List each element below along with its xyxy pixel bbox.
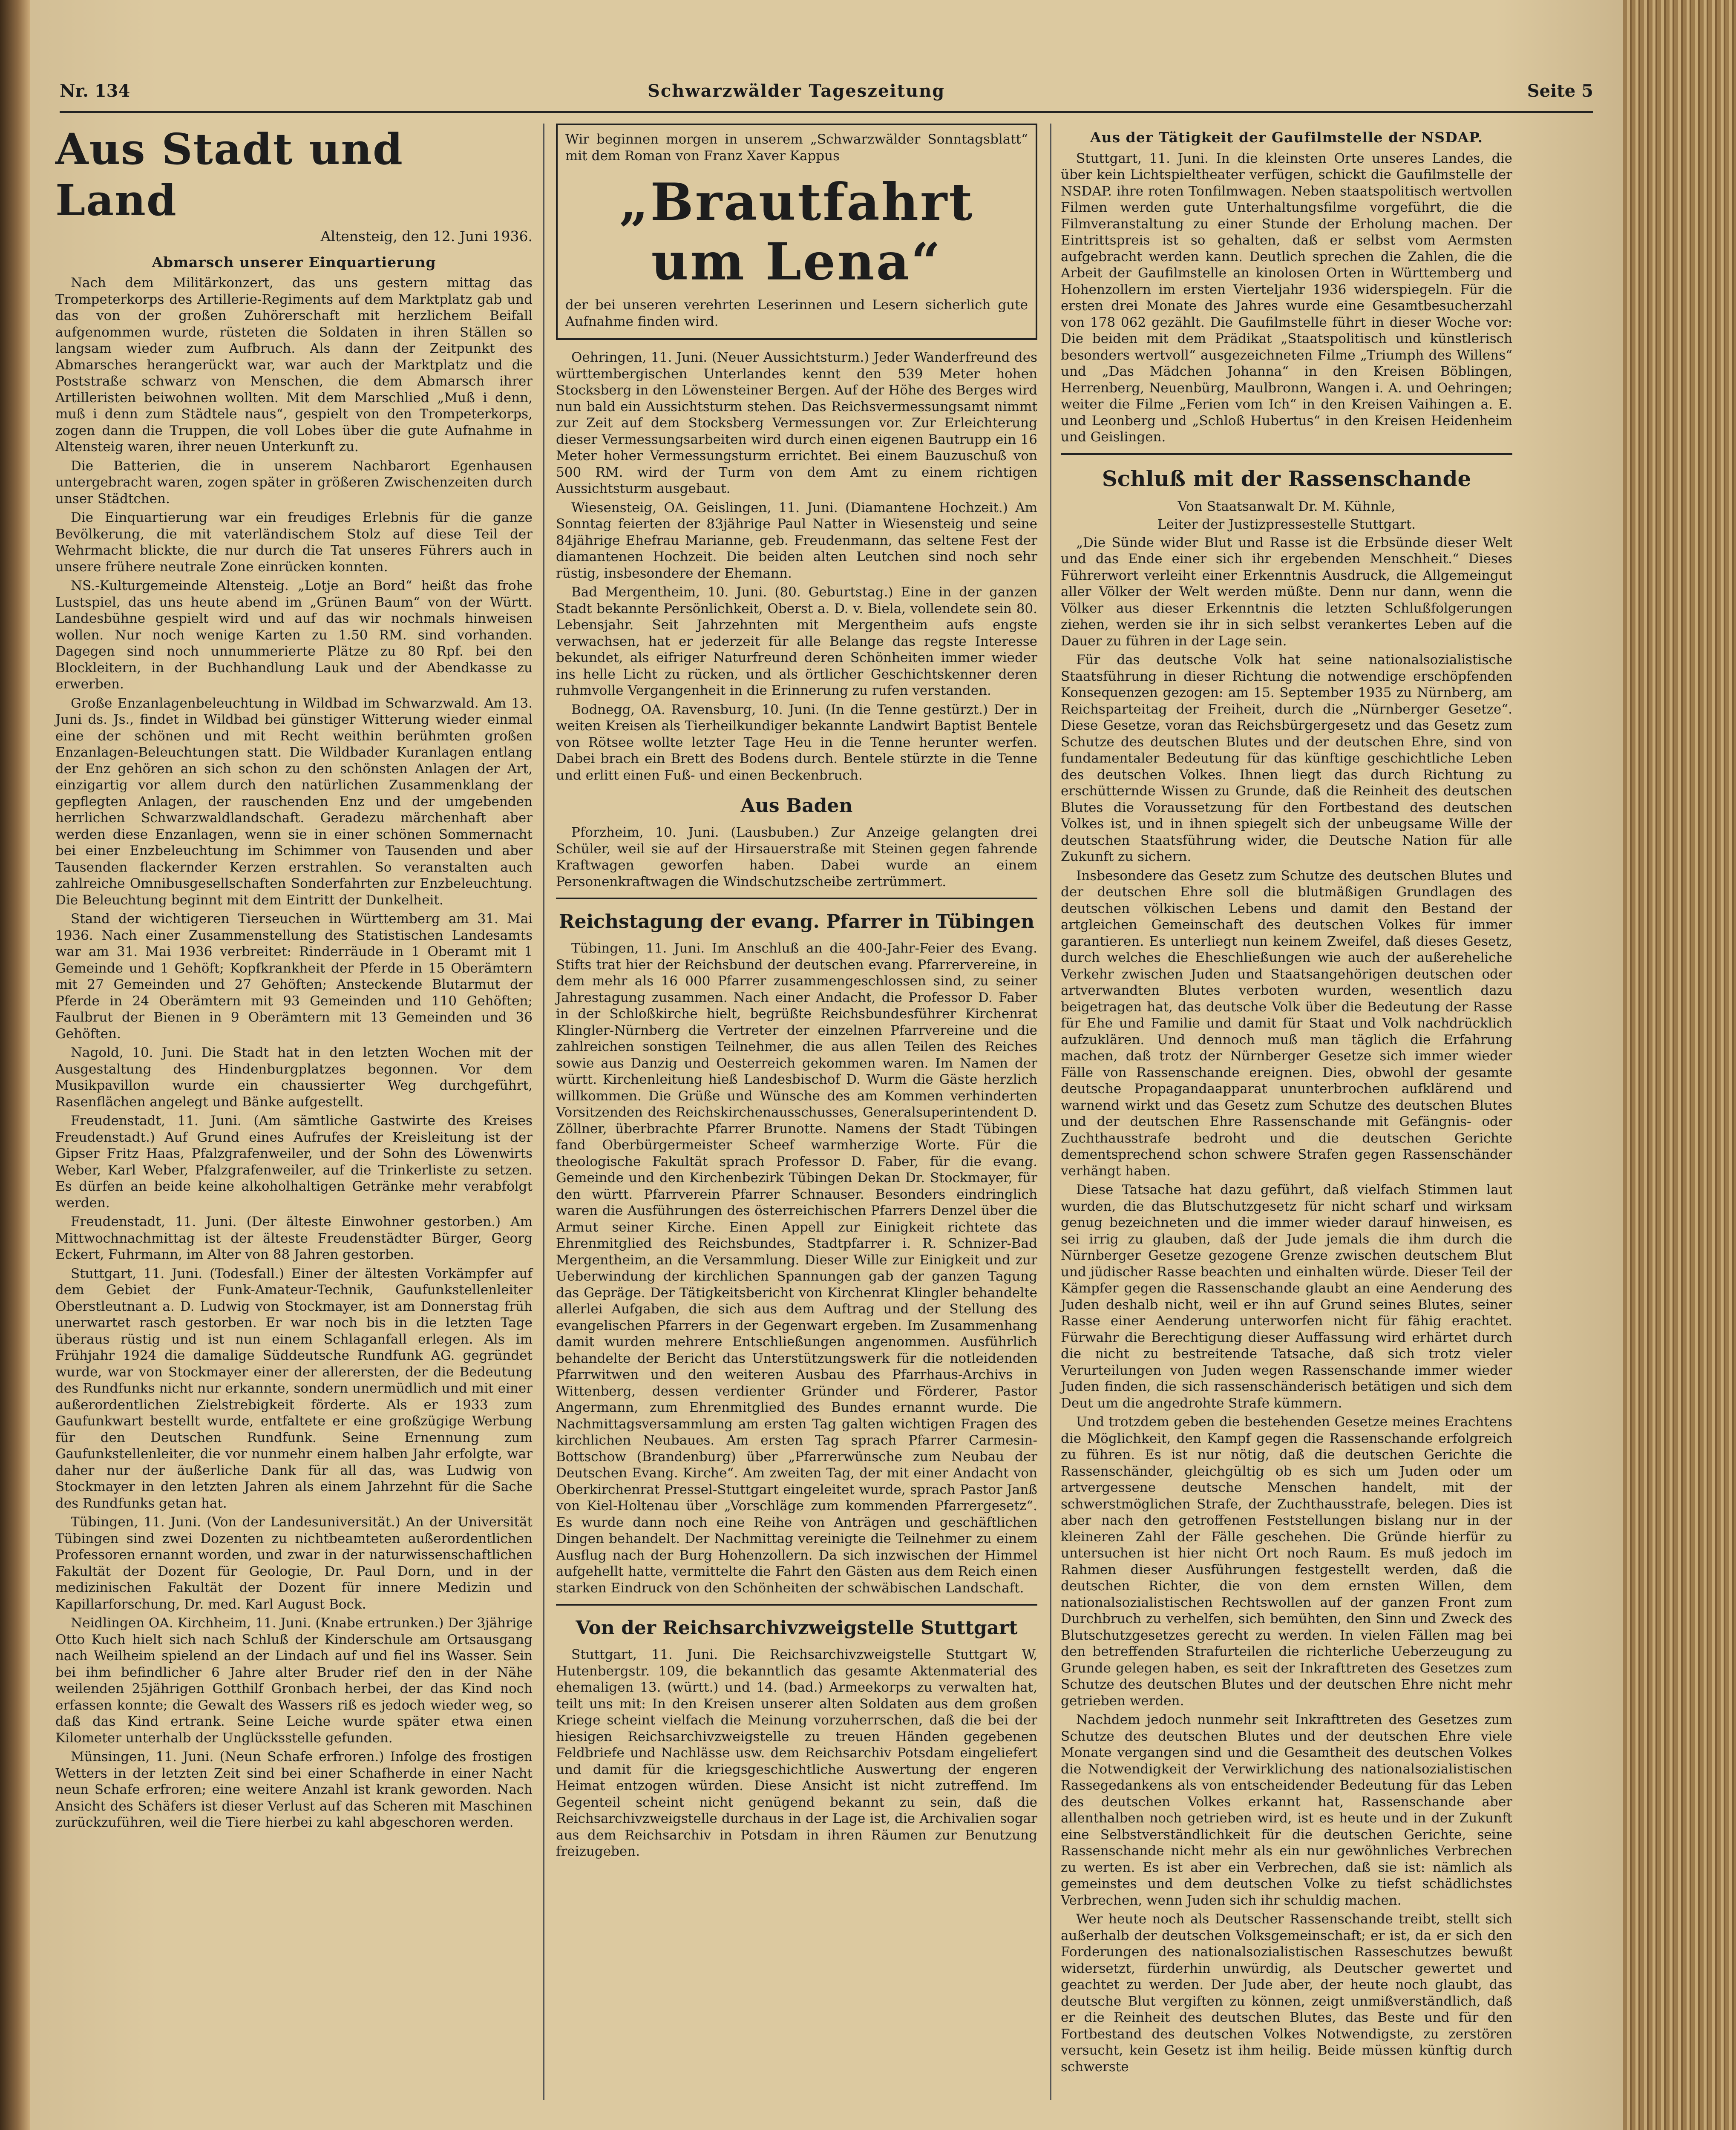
news-item: Wiesensteig, OA. Geislingen, 11. Juni. (Diamantene Hochzeit.) Am Sonntag feierten der 83jährige Paul Natter in Wiesensteig und seine 84jährige Ehefrau Marianne, geb. Freudenmann, das seltene Fest der diamantenen Hochzeit. Die beiden alten Leutchen sind noch sehr rüstig, insbesondere der Ehemann. (556, 500, 1037, 581)
news-item: Tübingen, 11. Juni. (Von der Landesuniversität.) An der Universität Tübingen sind zwei Dozenten zu nichtbeamteten außerordentlichen Professoren ernannt worden, und zwar in der naturwissenschaftlichen Fakultät der Dozent für Geologie, Dr. Paul Dorn, und in der medizinischen Fakultät der Dozent für innere Medizin und Kapillarforschung, Dr. med. Karl August Bock. (55, 1514, 533, 1612)
news-item: Stand der wichtigeren Tierseuchen in Württemberg am 31. Mai 1936. Nach einer Zusammenstellung des Statistischen Landesamts war am 31. Mai 1936 verbreitet: Rinderräude in 1 Oberamt mit 1 Gemeinde und 1 Gehöft; Kopfkrankheit der Pferde in 15 Oberämtern mit 27 Gemeinden und 27 Gehöften; Ansteckende Blutarmut der Pferde in 24 Oberämtern mit 93 Gemeinden und 110 Gehöften; Faulbrut der Bienen in 9 Oberämtern mit 13 Gemeinden und 36 Gehöften. (55, 911, 533, 1042)
announcement-outro: der bei unseren verehrten Leserinnen und Lesern sicherlich gute Aufnahme finden wird. (565, 297, 1028, 329)
news-item: Pforzheim, 10. Juni. (Lausbuben.) Zur Anzeige gelangten drei Schüler, weil sie auf der Hirsauerstraße mit Steinen gegen fahrende Kraftwagen geworfen haben. Dabei wurde an einem Personenkraftwagen die Windschutzscheibe zertrümmert. (556, 825, 1037, 889)
article-heading: Abmarsch unserer Einquartierung (152, 253, 436, 271)
article-paragraph: Und trotzdem geben die bestehenden Gesetze meines Erachtens die Möglichkeit, den Kampf gegen die Rassenschande erfolgreich zu führen. Es ist nur nötig, daß die deutschen Gerichte die Rassenschänder, gleichgültig ob es sich um Juden oder um artvergessene deutsche Menschen handelt, mit der schwerstmöglichen Strafe, der Zuchthausstrafe, belegen. Dies ist aber nach den getroffenen Feststellungen bislang nur in der kleineren Zahl der Fälle geschehen. Die Gründe hierfür zu untersuchen ist hier nicht Ort noch Raum. Es muß jedoch im Rahmen dieser Ausführungen festgestellt werden, daß die deutschen Richter, die von dem ernsten Willen, dem nationalsozialistischen Rechtswollen auf der ganzen Front zum Durchbruch zu verhelfen, sich bemühten, den Sinn und Zweck des Blutschutzgesetzes gerecht zu werden. In vielen Fällen mag bei den betreffenden Strafurteilen die richterliche Ueberzeugung zu Grunde gelegen haben, es seit der Inkrafttreten des Gesetzes zum Schutze des deutschen Blutes und der deutschen Ehre nicht mehr getrieben werden. (1061, 1414, 1512, 1709)
separator (556, 898, 1037, 899)
article-paragraph: Tübingen, 11. Juni. Im Anschluß an die 400-Jahr-Feier des Evang. Stifts trat hier der Reichsbund der deutschen evang. Pfarrervereine, in dem mehr als 16 000 Pfarrer zusammengeschlossen sind, zu seiner Jahrestagung zusammen. Nach einer Andacht, die Professor D. Faber in der Schloßkirche hielt, begrüßte Reichsbundesführer Kirchenrat Klingler-Nürnberg die Vertreter der einzelnen Pfarrvereine und die zahlreichen sonstigen Teilnehmer, die aus allen Teilen des Reiches sowie aus Danzig und Oesterreich gekommen waren. Im Namen der württ. Kirchenleitung hieß Landesbischof D. Wurm die Gäste herzlich willkommen. Die Grüße und Wünsche des am Kommen verhinderten Vorsitzenden des Reichskirchenausschusses, Generalsuperintendent D. Zöllner, überbrachte Pfarrer Brunotte. Namens der Stadt Tübingen fand Oberbürgermeister Scheef warmherzige Worte. Für die theologische Fakultät sprach Professor D. Faber, für die evang. Gemeinde und den Kirchenbezirk Tübingen Dekan Dr. Stockmayer, für den württ. Pfarrverein Pfarrer Schnauser. Besonders eindringlich waren die Ausführungen des österreichischen Pfarrers Denzel über die Armut seiner Kirche. Einen Appell zur Einigkeit richtete das Ehrenmitglied des Reichsbundes, Stadtpfarrer i. R. Schnizer-Bad Mergentheim, an die Versammlung. Dieser Wille zur Einigkeit und zur Ueberwindung der kirchlichen Spannungen gab der ganzen Tagung das Gepräge. Der Tätigkeitsbericht von Kirchenrat Klingler behandelte allerlei Aufgaben, die sich aus dem Auftrag und der Stellung des evangelischen Pfarrers in der Gegenwart ergeben. Im Zusammenhang damit wurden mehrere Entschließungen angenommen. Ausführlich behandelte der Bericht das Unterstützungswerk für die notleidenden Pfarrwitwen und den weiteren Ausbau des Pfarrhaus-Archivs in Wittenberg, dessen verdienter Gründer und Förderer, Pastor Angermann, zum Ehrenmitglied des Bundes ernannt wurde. Die Nachmittagsversammlung am ersten Tag galten wichtigen Fragen des kirchlichen Neubaues. Am ersten Tag sprach Pfarrer Carmesin-Bottschow (Brandenburg) über „Pfarrerwünsche zum Neubau der Deutschen Evang. Kirche“. Am zweiten Tag, der mit einer Andacht von Oberkirchenrat Pressel-Stuttgart eingeleitet wurde, sprach Pastor Janß von Kiel-Holtenau über „Vorschläge zum kommenden Pfarrergesetz“. Es wurde dann noch eine Reihe von Anträgen und geschäftlichen Dingen behandelt. Der Nachmittag vereinigte die Teilnehmer zu einem Ausflug nach der Burg Hohenzollern. Da sich inzwischen der Himmel aufgehellt hatte, vermittelte die Fahrt den Gästen aus dem Reich einen starken Eindruck von den Schönheiten der schwäbischen Landschaft. (556, 941, 1037, 1596)
book-spine-left (0, 0, 30, 2130)
column-3 (1061, 124, 1512, 2078)
section-title: Aus Stadt und Land (55, 124, 403, 225)
news-item: Münsingen, 11. Juni. (Neun Schafe erfroren.) Infolge des frostigen Wetters in der letzten Zeit sind bei einer Schafherde in einer Nacht neun Schafe erfroren; eine weitere Anzahl ist krank geworden. Nach Ansicht des Schäfers ist dieser Verlust auf das Scheren mit Maschinen zurückzuführen, weil die Tiere hierbei zu kahl abgeschoren werden. (55, 1749, 533, 1830)
article-paragraph: „Die Sünde wider Blut und Rasse ist die Erbsünde dieser Welt und das Ende einer sich ihr ergebenden Menschheit.“ Dieses Führerwort verleiht einer Erkenntnis Ausdruck, die Allgemeingut aller Völker der Welt werden müßte. Denn nur dann, wenn die Völker aus dieser Erkenntnis die letzten Schlußfolgerungen ziehen, werden sie ihr in sich selbst verankertes Leben auf die Dauer zu führen in der Lage sein. (1061, 535, 1512, 649)
article-paragraph: Für das deutsche Volk hat seine nationalsozialistische Staatsführung in dieser Richtung die notwendige erschöpfenden Konsequenzen gezogen: am 15. September 1935 zu Nürnberg, am Reichsparteitag der Freiheit, durch die „Nürnberger Gesetze“. Diese Gesetze, voran das Reichsbürgergesetz und das Gesetz zum Schutze des deutschen Blutes und der deutschen Ehre, sind von fundamentaler Bedeutung für das künftige geschichtliche Leben des deutschen Volkes. Ihnen liegt das durch Richtung zu erschütternde Wissen zu Grunde, daß die Reinheit des deutschen Blutes die Voraussetzung für den Fortbestand des deutschen Volkes ist, und in ihnen spiegelt sich der unbeugsame Wille der deutschen Staatsführung wider, die Deutsche Nation für alle Zukunft zu sichern. (1061, 652, 1512, 864)
article-paragraph: Insbesondere das Gesetz zum Schutze des deutschen Blutes und der deutschen Ehre soll die blutmäßigen Grundlagen des deutschen völkischen Lebens und damit den Bestand der artgleichen Gemeinschaft des deutschen Volkes für immer garantieren. Es unterliegt nun keinem Zweifel, daß dieses Gesetz, durch welches die Eheschließungen wie auch der außereheliche Verkehr zwischen Juden und Staatsangehörigen deutschen oder artverwandten Blutes verboten wurden, wesentlich dazu beigetragen hat, das deutsche Volk über die Bedeutung der Rasse für Ehe und Familie und damit für Staat und Volk nachdrücklich aufzuklären. Und dennoch muß man täglich die Erfahrung machen, daß trotz der Nürnberger Gesetze sich immer wieder Fälle von Rassenschande ereignen. Dies, obwohl der gesamte deutsche Propagandaapparat ununterbrochen aufklärend und warnend wirkt und das Gesetz zum Schutze des deutschen Blutes und der deutschen Ehre Rassenschande mit Gefängnis- oder Zuchthausstrafe bedroht und die deutschen Gerichte dementsprechend schon schwere Strafen gegen Rassenschänder verhängt haben. (1061, 868, 1512, 1179)
article-paragraph: Stuttgart, 11. Juni. In die kleinsten Orte unseres Landes, die über kein Lichtspieltheater verfügen, schickt die Gaufilmstelle der NSDAP. ihre roten Tonfilmwagen. Neben staatspolitisch wertvollen Filmen werden gute Unterhaltungsfilme vorgeführt, die die Filmveranstaltung zu einer Stunde der Erholung machen. Der Eintrittspreis ist so gehalten, daß er selbst vom Aermsten aufgebracht werden kann. Deutlich sprechen die Zahlen, die die Arbeit der Gaufilmstelle an kinolosen Orten in Württemberg und Hohenzollern im ersten Vierteljahr 1936 widerspiegeln. Für die ersten drei Monate des Jahres wurde eine Gesamtbesucherzahl von 178 062 gezählt. Die Gaufilmstelle führt in dieser Woche vor: Die beiden mit dem Prädikat „Staatspolitisch und künstlerisch besonders wertvoll“ ausgezeichneten Filme „Triumph des Willens“ und „Das Mädchen Johanna“ in den Kreisen Böblingen, Herrenberg, Neuenbürg, Maulbronn, Wangen i. A. und Oehringen; weiter die Filme „Ferien vom Ich“ in den Kreisen Vaihingen a. E. und Leonberg und „Schloß Hubertus“ in den Kreisen Heidenheim und Geislingen. (1061, 150, 1512, 445)
article-paragraph: Stuttgart, 11. Juni. Die Reichsarchivzweigstelle Stuttgart W, Hutenbergstr. 109, die bekanntlich das gesamte Aktenmaterial des ehemaligen 13. (württ.) und 14. (bad.) Armeekorps zu verwalten hat, teilt uns mit: In den Kreisen unserer alten Soldaten aus dem großen Kriege scheint vielfach die Meinung vorzuherrschen, daß die bei der hiesigen Reichsarchivzweigstelle zu treuen Händen gegebenen Feldbriefe und Nachlässe usw. dem Reichsarchiv Potsdam eingeliefert und damit für die kriegsgeschichtliche Auswertung der engeren Heimat entzogen würden. Diese Ansicht ist nicht zutreffend. Im Gegenteil scheint nicht genügend bekannt zu sein, daß die Reichsarchivzweigstelle durchaus in der Lage ist, die Archivalien sogar aus dem Reichsarchiv in Potsdam in ihren Räumen zur Benutzung freizugeben. (556, 1647, 1037, 1859)
news-item: Nagold, 10. Juni. Die Stadt hat in den letzten Wochen mit der Ausgestaltung des Hindenburgplatzes begonnen. Vor dem Musikpavillon wurde ein chaussierter Weg durchgeführt, Rasenflächen angelegt und Bänke aufgestellt. (55, 1045, 533, 1110)
issue-number: Nr. 134 (60, 81, 130, 101)
news-item: Oehringen, 11. Juni. (Neuer Aussichtsturm.) Jeder Wanderfreund des württembergischen Unterlandes kennt den 539 Meter hohen Stocksberg in den Löwensteiner Bergen. Auf der Höhe des Berges wird nun bald ein Aussichtsturm stehen. Das Reichsvermessungsamt nimmt zur Zeit auf dem Stocksberg Vermessungen vor. Zur Erleichterung dieser Vermessungsarbeiten wird durch einen eigenen Bautrupp ein 16 Meter hoher Vermessungsturm errichtet. Bei einem Bauzuschuß von 500 RM. wird der Turm von dem Amt zu einem richtigen Aussichtsturm ausgebaut. (556, 350, 1037, 496)
article-heading-archiv: Von der Reichsarchivzweigstelle Stuttgart (576, 1617, 1018, 1639)
separator (1061, 453, 1512, 455)
article-paragraph: Diese Tatsache hat dazu geführt, daß vielfach Stimmen laut wurden, die das Blutschutzgesetz für nicht scharf und wirksam genug bezeichneten und die immer wieder darauf hinweisen, es sei irrig zu glauben, daß der Jude jemals die ihm durch die Nürnberger Gesetze gezogene Grenze zwischen deutschem Blut und jüdischer Rasse beachten und einhalten würde. Dieser Teil der Kämpfer gegen die Rassenschande glaubt an eine Aenderung des Juden deshalb nicht, weil er ihn auf Grund seines Blutes, seiner Rasse einer Aenderung unterworfen nicht für fähig erachtet. Fürwahr die Berechtigung dieser Auffassung wird erhärtet durch die nicht zu bestreitende Tatsache, daß sich trotz vieler Verurteilungen von Juden wegen Rassenschande immer wieder Juden finden, die sich rassenschänderisch betätigen und sich dem Deut um die angedrohte Strafe kümmern. (1061, 1182, 1512, 1411)
section-heading-baden: Aus Baden (740, 795, 853, 817)
news-item: Stuttgart, 11. Juni. (Todesfall.) Einer der ältesten Vorkämpfer auf dem Gebiet der Funk-Amateur-Technik, Gaufunkstellenleiter Oberstleutnant a. D. Ludwig von Stockmayer, ist am Donnerstag früh unerwartet rasch gestorben. Er war noch bis in die letzten Tage überaus rüstig und ist nun einem Schlaganfall erlegen. Als im Frühjahr 1924 die damalige Süddeutsche Rundfunk AG. gegründet wurde, war von Stockmayer einer der allerersten, der die Bedeutung des Rundfunks nicht nur erkannte, sondern unermüdlich und mit einer außerordentlichen Zielstrebigkeit förderte. Als er 1933 zum Gaufunkwart bestellt wurde, entfaltete er eine großzügige Werbung für den Deutschen Rundfunk. Seine Ernennung zum Gaufunkstellenleiter, die vor nunmehr einem halben Jahr erfolgte, war daher nur der äußerliche Dank für all das, was Ludwig von Stockmayer in den letzten Jahren als einem Jahrzehnt für die Sache des Rundfunks getan hat. (55, 1266, 533, 1511)
news-item: Freudenstadt, 11. Juni. (Der älteste Einwohner gestorben.) Am Mittwochnachmittag ist der älteste Freudenstädter Bürger, Georg Eckert, Fuhrmann, im Alter von 88 Jahren gestorben. (55, 1214, 533, 1262)
column-rule-2 (1050, 124, 1051, 2100)
novel-title: „Brautfahrt um Lena“ (619, 172, 974, 292)
article-paragraph: Die Batterien, die in unserem Nachbarort Egenhausen untergebracht waren, zogen später in größeren Zwischenzeiten durch unser Städtchen. (55, 458, 533, 507)
page-number: Seite 5 (1527, 81, 1593, 101)
article-paragraph: Nachdem jedoch nunmehr seit Inkrafttreten des Gesetzes zum Schutze des deutschen Blutes und der deutschen Ehre viele Monate vergangen sind und die Gesamtheit des deutschen Volkes die Notwendigkeit der Verwirklichung des nationalsozialistischen Rassegedankens als von entscheidender Bedeutung für das Leben des deutschen Volkes erkannt hat, Rassenschande aber allenthalben noch getrieben wird, ist es heute und in der Zukunft eine Selbstverständlichkeit für die deutschen Gerichte, seine Rassenschande nicht mehr als ein nur gewöhnliches Verbrechen zu werten. Es ist aber ein Verbrechen, daß sie ist: nämlich als gemeinstes und dem deutschen Volke zu tiefst schädlichstes Verbrechen, wenn Juden sich ihr schuldig machen. (1061, 1712, 1512, 1908)
paper-name: Schwarzwälder Tageszeitung (648, 81, 945, 101)
separator (556, 1604, 1037, 1606)
newspaper-page (30, 0, 1623, 2130)
novel-announcement-box (556, 124, 1037, 340)
article-paragraph: Wer heute noch als Deutscher Rassenschande treibt, stellt sich außerhalb der deutschen Volksgemeinschaft; er ist, da er sich den Forderungen des nationalsozialistischen Rasseschutzes bewußt widersetzt, fürderhin unwürdig, als Deutscher gewertet und geachtet zu werden. Der Jude aber, der heute noch glaubt, das deutsche Blut vergiften zu können, zeigt unmißverständlich, daß er die Reinheit des deutschen Blutes, das Beste und für den Fortbestand des deutschen Volkes Notwendigste, zu zerstören versucht, kein Gesetz ist ihm heilig. Beide müssen künftig durch schwerste (1061, 1911, 1512, 2075)
column-1 (55, 124, 533, 1834)
main-article-heading: Schluß mit der Rassenschande (1102, 466, 1471, 491)
article-paragraph: Nach dem Militärkonzert, das uns gestern mittag das Trompeterkorps des Artillerie-Regiments auf dem Marktplatz gab und das von der großen Zuhörerschaft mit herzlichem Beifall aufgenommen wurde, rüsteten die Soldaten in ihren Ställen so langsam wieder zum Aufbruch. Als dann der Zeitpunkt des Abmarsches herangerückt war, war auch der Marktplatz und die Poststraße schwarz von Menschen, die dem Abmarsch ihrer Artilleristen beiwohnen wollten. Mit dem Marschlied „Muß i denn, muß i denn zum Städtele naus“, gespielt von den Trompeterkorps, zogen dann die Truppen, die voll Lobes über die gute Aufnahme in Altensteig waren, ihrer neuen Unterkunft zu. (55, 275, 533, 455)
book-binding-right (1623, 0, 1736, 2130)
news-item: NS.-Kulturgemeinde Altensteig. „Lotje an Bord“ heißt das frohe Lustspiel, das uns heute abend im „Grünen Baum“ von der Württ. Landesbühne gespielt wird und auf das wir nochmals hinweisen wollen. Nur noch wenige Karten zu 1.50 RM. sind vorhanden. Dagegen sind noch unnummerierte Plätze zu 80 Rpf. bei den Blockleitern, in der Buchhandlung Lauk und der Abendkasse zu erwerben. (55, 578, 533, 692)
masthead (60, 81, 1593, 113)
news-item: Freudenstadt, 11. Juni. (Am sämtliche Gastwirte des Kreises Freudenstadt.) Auf Grund eines Aufrufes der Kreisleitung ist der Gipser Fritz Haas, Pfalzgrafenweiler, und der Sohn des Löwenwirts Weber, Karl Weber, Pfalzgrafenweiler, auf die Trinkerliste zu setzen. Es dürfen an beide keine alkoholhaltigen Getränke mehr verabfolgt werden. (55, 1113, 533, 1211)
byline-author: Von Staatsanwalt Dr. M. Kühnle, (1177, 498, 1396, 514)
column-rule-1 (543, 124, 544, 2100)
article-heading-gaufilm: Aus der Tätigkeit der Gaufilmstelle der NSDAP. (1090, 129, 1483, 146)
news-item: Neidlingen OA. Kirchheim, 11. Juni. (Knabe ertrunken.) Der 3jährige Otto Kuch hielt sich nach Schluß der Kinderschule am Ortsausgang nach Weilheim spielend an der Lindach auf und fiel ins Wasser. Sein bei ihm befindlicher 6 Jahre alter Bruder rief den in der Nähe weilenden 25jährigen Gotthilf Gronbach herbei, der das Kind noch erfassen konnte; die Gewalt des Wassers riß es jedoch wieder weg, so daß das Kind ertrank. Seine Leiche wurde später etwa einen Kilometer unterhalb der Unglücksstelle gefunden. (55, 1615, 533, 1746)
column-2 (556, 124, 1037, 1862)
article-heading-pfarrer: Reichstagung der evang. Pfarrer in Tübingen (559, 911, 1035, 933)
news-item: Große Enzanlagenbeleuchtung in Wildbad im Schwarzwald. Am 13. Juni ds. Js., findet in Wildbad bei günstiger Witterung wieder einmal eine der schönen und mit Recht weithin berühmten großen Enzanlagen-Beleuchtungen statt. Die Wildbader Kuranlagen entlang der Enz gehören an sich schon zu den schönsten Anlagen der Art, einzigartig vor allem durch den natürlichen Zusammenklang der gepflegten Anlagen, der rauschenden Enz und der umgebenden herrlichen Schwarzwaldlandschaft. Geradezu märchenhaft aber werden diese Enzanlagen, wenn sie in einer schönen Sommernacht bei einer Enzbeleuchtung im Schimmer von Tausenden und aber Tausenden flackernder Kerzen erstrahlen. So veranstalten auch zahlreiche Omnibusgesellschaften Sonderfahrten zur Enzbeleuchtung. Die Beleuchtung beginnt mit dem Eintritt der Dunkelheit. (55, 695, 533, 908)
article-paragraph: Die Einquartierung war ein freudiges Erlebnis für die ganze Bevölkerung, die mit vaterländischem Stolz auf diese Teil der Wehrmacht blickte, die nur durch die Tat unseres Führers auch in unsere frühere neutrale Zone einrücken konnten. (55, 510, 533, 575)
news-item: Bad Mergentheim, 10. Juni. (80. Geburtstag.) Eine in der ganzen Stadt bekannte Persönlichkeit, Oberst a. D. v. Biela, vollendete sein 80. Lebensjahr. Seit Jahrzehnten mit Mergentheim aufs engste verwachsen, hat er jederzeit für alle Belange das regste Interesse bekundet, als eifriger Naturfreund deren Schönheiten immer wieder ins helle Licht zu rücken, und als örtlicher Geschichtskenner deren ruhmvolle Vergangenheit in die Erinnerung zu rufen verstanden. (556, 584, 1037, 698)
announcement-intro: Wir beginnen morgen in unserem „Schwarzwälder Sonntagsblatt“ mit dem Roman von Franz Xaver Kappus (565, 132, 1028, 164)
byline-role: Leiter der Justizpressestelle Stuttgart. (1157, 517, 1416, 532)
news-item: Bodnegg, OA. Ravensburg, 10. Juni. (In die Tenne gestürzt.) Der in weiten Kreisen als Tierheilkundiger bekannte Landwirt Baptist Bentele von Rötsee wollte letzter Tage Heu in die Tenne herunter werfen. Dabei brach ein Brett des Bodens durch. Bentele stürzte in die Tenne und erlitt einen Fuß- und einen Beckenbruch. (556, 702, 1037, 783)
dateline: Altensteig, den 12. Juni 1936. (320, 228, 533, 245)
